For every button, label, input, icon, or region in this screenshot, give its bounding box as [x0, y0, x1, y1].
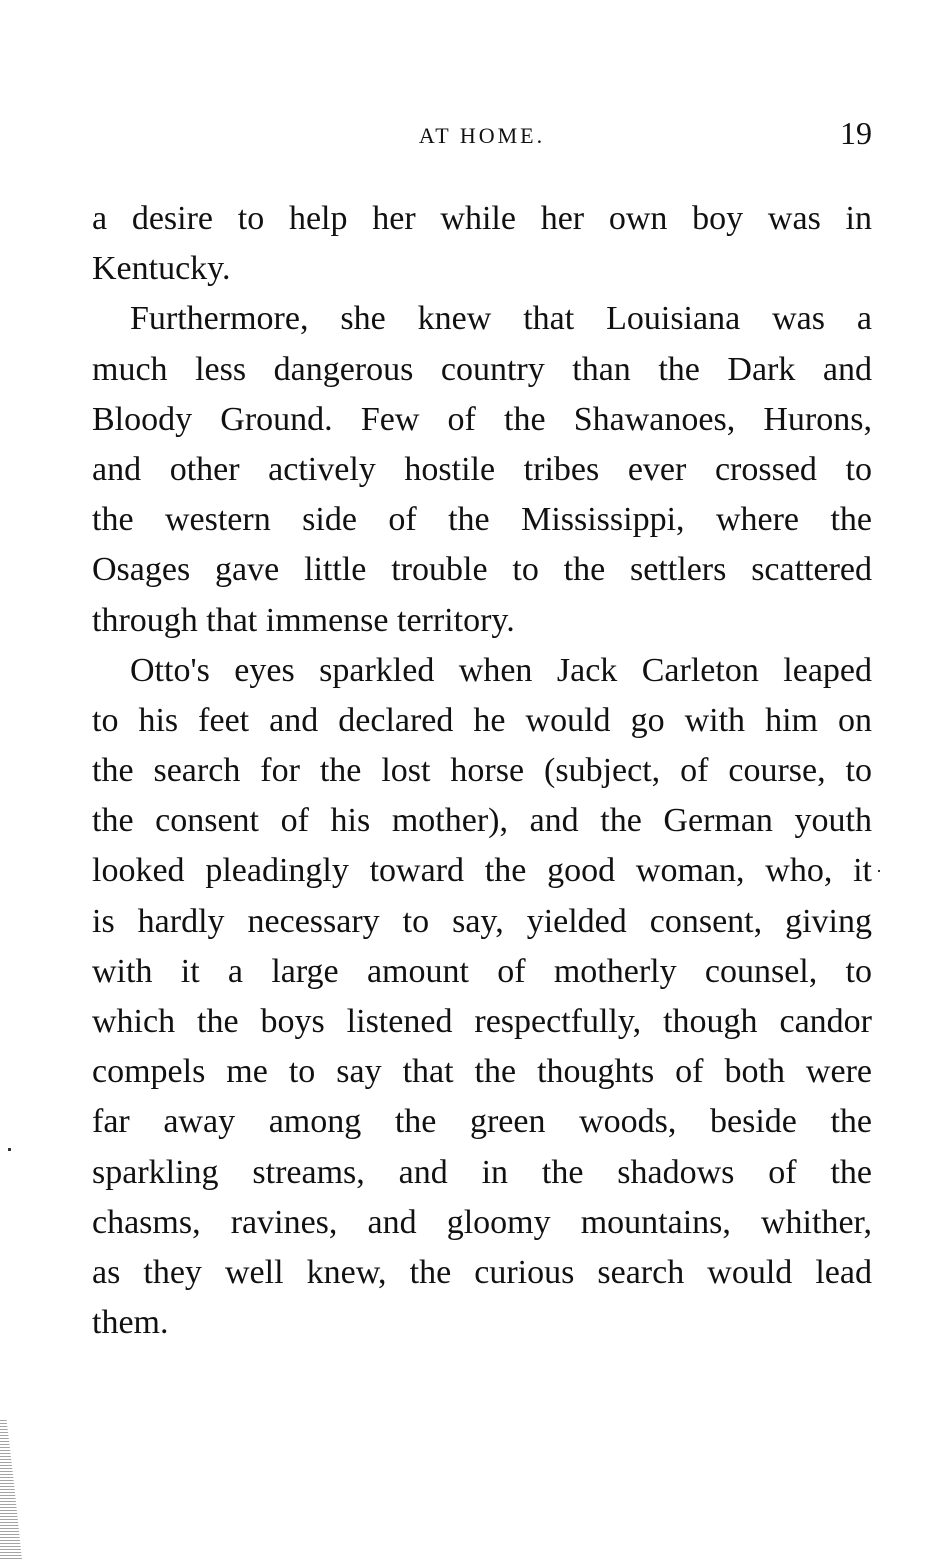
text-line: through that immense territory. [92, 601, 515, 639]
running-title: AT HOME. [418, 123, 546, 148]
text-line: sparkling streams, and in the shadows of the [92, 1153, 872, 1191]
text-line: much less dangerous country than the Dark and [92, 350, 872, 388]
text-line: and other actively hostile tribes ever crossed to [92, 450, 872, 488]
text-line: far away among the green woods, beside the [92, 1103, 872, 1141]
margin-speck [878, 870, 880, 872]
page-number: 19 [840, 115, 872, 151]
page-edge-scan-artifact [0, 1420, 22, 1560]
text-line: to his feet and declared he would go with him on [92, 701, 872, 739]
text-line: the western side of the Mississippi, where the [92, 501, 872, 539]
text-line: Osages gave little trouble to the settlers scattered [92, 551, 872, 589]
text-line: which the boys listened respectfully, though candor [92, 1003, 872, 1040]
text-line: compels me to say that the thoughts of both were [92, 1053, 872, 1091]
body-text [92, 194, 872, 1348]
paragraph-first-line: Furthermore, she knew that Louisiana was a [130, 300, 872, 338]
text-line: a desire to help her while her own boy was in [92, 200, 872, 237]
text-line: the consent of his mother), and the German youth [92, 802, 872, 840]
running-head [92, 115, 872, 155]
text-line: chasms, ravines, and gloomy mountains, whither, [92, 1203, 872, 1241]
text-line: Kentucky. [92, 250, 231, 288]
text-line: as they well knew, the curious search would lead [92, 1253, 872, 1291]
text-line: with it a large amount of motherly counsel, to [92, 952, 872, 990]
paragraph-first-line: Otto's eyes sparkled when Jack Carleton leaped [130, 651, 872, 689]
text-line: the search for the lost horse (subject, of course, to [92, 752, 872, 790]
margin-speck [8, 1148, 11, 1151]
text-line: looked pleadingly toward the good woman, who, it [92, 852, 872, 890]
text-line: is hardly necessary to say, yielded consent, giving [92, 902, 872, 940]
text-line: them. [92, 1304, 169, 1342]
text-line: Bloody Ground. Few of the Shawanoes, Hurons, [92, 400, 872, 438]
